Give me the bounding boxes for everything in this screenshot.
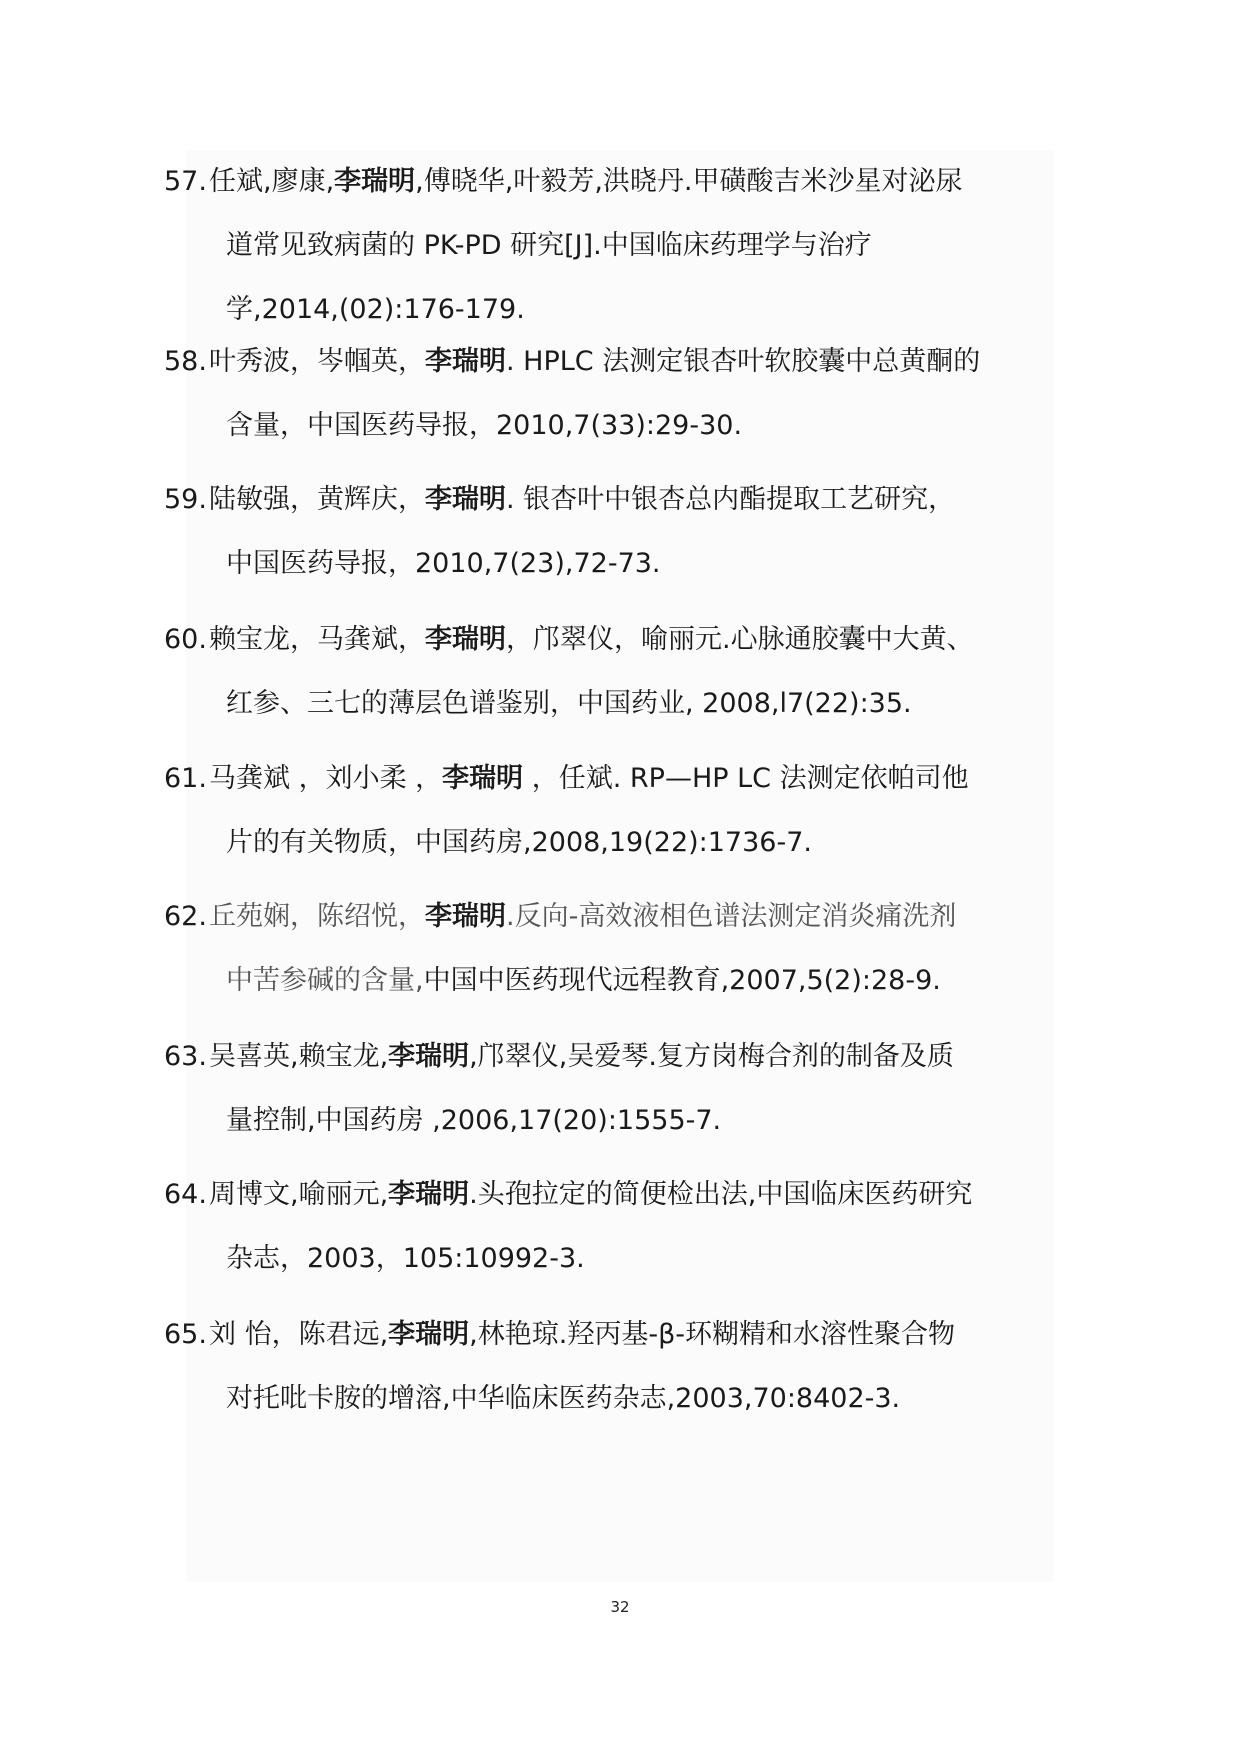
reference-line [164,747,1064,811]
reference-line [164,532,1064,596]
author-highlight: 李瑞明 [388,1319,470,1350]
reference-line [164,1303,1064,1367]
reference-line [164,394,1064,458]
reference-text: 马龚斌 ，刘小柔 ， [209,763,443,794]
author-highlight: 李瑞明 [425,624,506,655]
reference-text: 对托吡卡胺的增溶,中华临床医药杂志,2003,70:8402-3. [226,1383,901,1414]
reference-text: 杂志，2003，105:10992-3. [226,1243,585,1274]
reference-entry [164,468,1064,596]
reference-block [164,150,1054,1582]
reference-number: 60. [164,624,207,655]
reference-text: 中国医药导报，2010,7(23),72-73. [226,548,661,579]
reference-text: .反向-高效液相色谱法测定消炎痛洗剂 [506,901,957,932]
reference-entry [164,150,1064,342]
reference-entry [164,747,1064,875]
reference-line [164,1025,1064,1089]
reference-text: ，任斌. RP—HP LC 法测定依帕司他 [523,763,969,794]
reference-entry [164,330,1064,458]
author-highlight: 李瑞明 [388,1041,470,1072]
reference-entry [164,1163,1064,1291]
reference-text: . 银杏叶中银杏总内酯提取工艺研究， [506,484,956,515]
reference-text: 叶秀波，岑帼英， [209,346,425,377]
reference-text: ，邝翠仪，喻丽元.心脉通胶囊中大黄、 [506,624,974,655]
reference-entry [164,885,1064,1013]
author-highlight: 李瑞明 [388,1179,470,1210]
reference-number: 62. [164,901,207,932]
reference-line [164,1367,1064,1431]
author-highlight: 李瑞明 [442,763,524,794]
reference-number: 64. [164,1179,207,1210]
reference-number: 63. [164,1041,207,1072]
reference-line [164,608,1064,672]
reference-text: 陆敏强，黄辉庆， [209,484,425,515]
reference-number: 58. [164,346,207,377]
reference-text: ,邝翠仪,吴爱琴.复方岗梅合剂的制备及质 [469,1041,954,1072]
reference-line [164,214,1064,278]
reference-line [164,150,1064,214]
reference-text: 含量，中国医药导报，2010,7(33):29-30. [226,410,743,441]
reference-line [164,672,1064,736]
reference-entry [164,608,1064,736]
reference-text: 道常见致病菌的 PK-PD 研究[J].中国临床药理学与治疗 [226,230,872,261]
reference-line [164,885,1064,949]
reference-text: .头孢拉定的简便检出法,中国临床医药研究 [469,1179,973,1210]
reference-line [164,330,1064,394]
reference-number: 59. [164,484,207,515]
reference-number: 61. [164,763,207,794]
reference-text: 吴喜英,赖宝龙, [209,1041,389,1072]
author-highlight: 李瑞明 [425,901,506,932]
author-highlight: 李瑞明 [334,166,416,197]
reference-text: 片的有关物质，中国药房,2008,19(22):1736-7. [226,827,812,858]
author-highlight: 李瑞明 [425,484,506,515]
reference-number: 65. [164,1319,207,1350]
reference-entry [164,1025,1064,1153]
reference-text: ,傅晓华,叶毅芳,洪晓丹.甲磺酸吉米沙星对泌尿 [415,166,963,197]
reference-text: 红参、三七的薄层色谱鉴别，中国药业, 2008,l7(22):35. [226,688,912,719]
reference-text: 中苦参碱的含量, [226,965,424,996]
reference-text: 学,2014,(02):176-179. [226,294,525,325]
reference-text: 中国中医药现代远程教育,2007,5(2):28-9. [423,965,941,996]
reference-line [164,1163,1064,1227]
reference-text: ,林艳琼.羟丙基-β-环糊精和水溶性聚合物 [469,1319,956,1350]
reference-text: 周博文,喻丽元, [209,1179,389,1210]
author-highlight: 李瑞明 [425,346,506,377]
reference-text: . HPLC 法测定银杏叶软胶囊中总黄酮的 [506,346,981,377]
reference-line [164,468,1064,532]
reference-entry [164,1303,1064,1431]
reference-line [164,811,1064,875]
reference-text: 刘 怡，陈君远, [209,1319,389,1350]
reference-line [164,1089,1064,1153]
reference-line [164,949,1064,1013]
page-number: 32 [610,1598,630,1616]
reference-line [164,1227,1064,1291]
reference-text: 量控制,中国药房 ,2006,17(20):1555-7. [226,1105,722,1136]
reference-text: 任斌,廖康, [209,166,335,197]
reference-number: 57. [164,166,207,197]
reference-text: 赖宝龙，马龚斌， [209,624,425,655]
reference-text: 丘苑娴，陈绍悦， [209,901,425,932]
